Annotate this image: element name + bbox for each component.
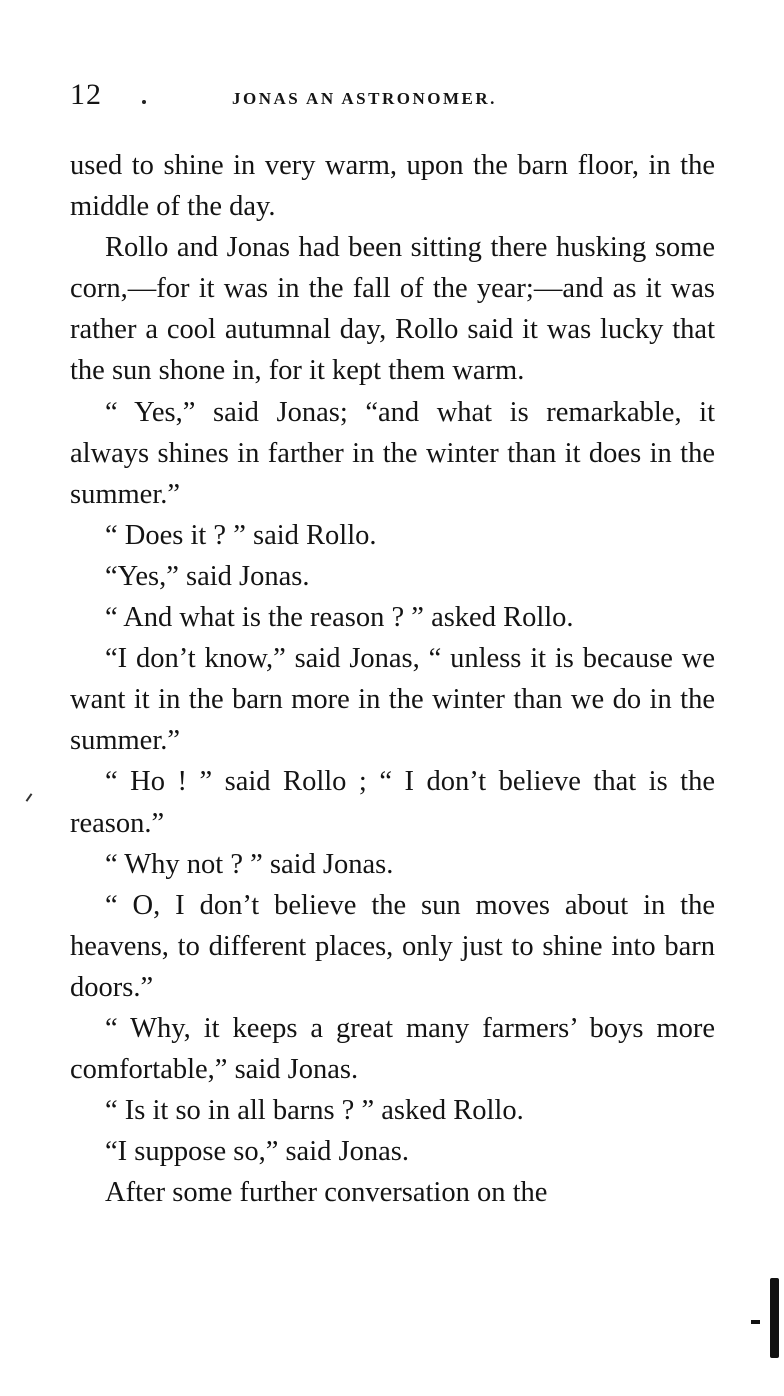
page-header [70,78,720,118]
paragraph-ho: “ Ho ! ” said Rollo ; “ I don’t believe that is the reason.” [70,766,715,839]
paragraph-suppose-so: “I suppose so,” said Jonas. [105,1136,409,1168]
paragraph-farmers-boys: “ Why, it keeps a great many farmers’ boys more comfortable,” said Jonas. [70,1012,715,1086]
paragraph-sun-moves: “ O, I don’t believe the sun moves about in the heavens, to different places, only just to shine into barn doors.” [70,889,715,1003]
paragraph-why-not: “ Why not ? ” said Jonas. [105,848,394,880]
paragraph-after-conversation: After some further conversation on the [105,1177,548,1209]
page-edge-bar [770,1278,779,1358]
paragraph-continued: used to shine in very warm, upon the barn floor, in the middle of the day. [70,150,715,223]
paragraph-what-reason: “ And what is the reason ? ” asked Rollo. [105,602,574,634]
header-dot-mark [142,100,146,104]
running-title: JONAS AN ASTRONOMER. [232,89,497,108]
paragraph-yes: “Yes,” said Jonas. [105,560,310,592]
paragraph-jonas-remarkable: “ Yes,” said Jonas; “and what is remarkable, it always shines in farther in the winter than it does in the summer.” [70,396,715,510]
page-number: 12 [70,78,102,111]
stray-ink-mark [26,793,33,802]
paragraph-does-it: “ Does it ? ” said Rollo. [105,519,377,551]
edge-dash-mark [751,1320,760,1324]
paragraph-husking-corn: Rollo and Jonas had been sitting there husking some corn,—for it was in the fall of the year;—and as it was rather a cool autumnal day, Rollo said it was lucky that the sun shone in, for it kept them warm. [70,232,715,387]
body-text [70,145,715,1213]
paragraph-all-barns: “ Is it so in all barns ? ” asked Rollo. [105,1095,524,1127]
paragraph-dont-know: “I don’t know,” said Jonas, “ unless it is because we want it in the barn more in the winter than we do in the summer.” [70,643,715,757]
